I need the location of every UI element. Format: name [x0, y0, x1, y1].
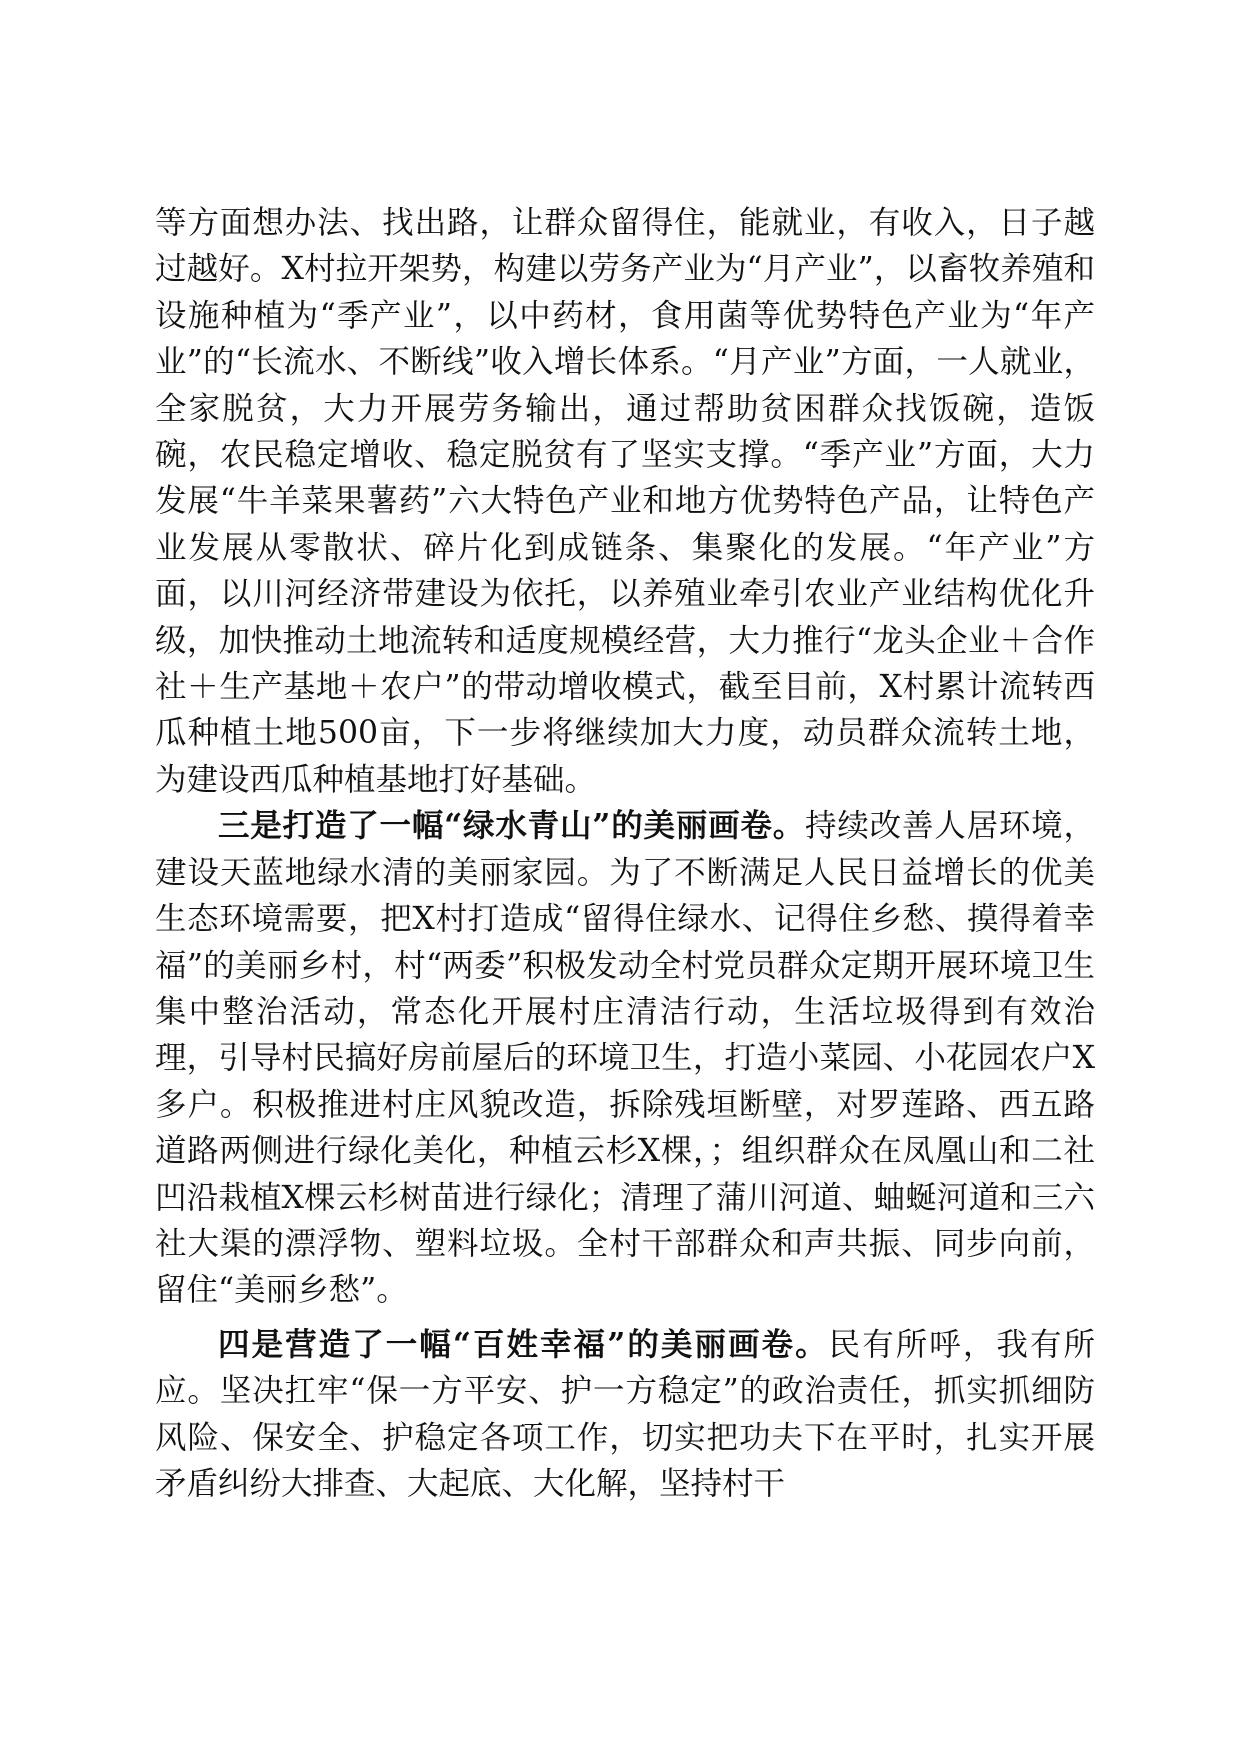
document-body: [155, 200, 1095, 1507]
paragraph-green-mountains: [155, 803, 1095, 1313]
paragraph-happiness: [155, 1322, 1095, 1508]
paragraph-green-mountains-heading: 三是打造了一幅“绿水青山”的美丽画卷。: [218, 807, 806, 845]
paragraph-industry: [155, 200, 1095, 803]
paragraph-happiness-text: 民有所呼，我有所应。坚决扛牢“保一方平安、护一方稳定”的政治责任，抓实抓细防风险、保安全、护稳定各项工作，切实把功夫下在平时，扎实开展矛盾纠纷大排查、大起底、大化解，坚持村干: [155, 1326, 1095, 1502]
paragraph-happiness-heading: 四是营造了一幅“百姓幸福”的美丽画卷。: [218, 1325, 829, 1363]
paragraph-green-mountains-text: 持续改善人居环境，建设天蓝地绿水清的美丽家园。为了不断满足人民日益增长的优美生态环境需要，把X村打造成“留得住绿水、记得住乡愁、摸得着幸福”的美丽乡村，村“两委”积极发动全村党员群众定期开展环境卫生集中整治活动，常态化开展村庄清洁行动，生活垃圾得到有效治理，引导村民搞好房前屋后的环境卫生，打造小菜园、小花园农户X多户。积极推进村庄风貌改造，拆除残垣断壁，对罗莲路、西五路道路两侧进行绿化美化，种植云杉X棵，；组织群众在凤凰山和二社凹沿栽植X棵云杉树苗进行绿化；清理了蒲川河道、蚰蜒河道和三六社大渠的漂浮物、塑料垃圾。全村干部群众和声共振、同步向前，留住“美丽乡愁”。: [155, 808, 1095, 1309]
paragraph-industry-text: 等方面想办法、找出路，让群众留得住，能就业，有收入，日子越过越好。X村拉开架势，构建以劳务产业为“月产业”，以畜牧养殖和设施种植为“季产业”，以中药材，食用菌等优势特色产业为“年产业”的“长流水、不断线”收入增长体系。“月产业”方面，一人就业，全家脱贫，大力开展劳务输出，通过帮助贫困群众找饭碗，造饭碗，农民稳定增收、稳定脱贫有了坚实支撑。“季产业”方面，大力发展“牛羊菜果薯药”六大特色产业和地方优势特色产品，让特色产业发展从零散状、碎片化到成链条、集聚化的发展。“年产业”方面，以川河经济带建设为依托，以养殖业牵引农业产业结构优化升级，加快推动土地流转和适度规模经营，大力推行“龙头企业＋合作社＋生产基地＋农户”的带动增收模式，截至目前，X村累计流转西瓜种植土地500亩，下一步将继续加大力度，动员群众流转土地，为建设西瓜种植基地打好基础。: [155, 205, 1095, 798]
